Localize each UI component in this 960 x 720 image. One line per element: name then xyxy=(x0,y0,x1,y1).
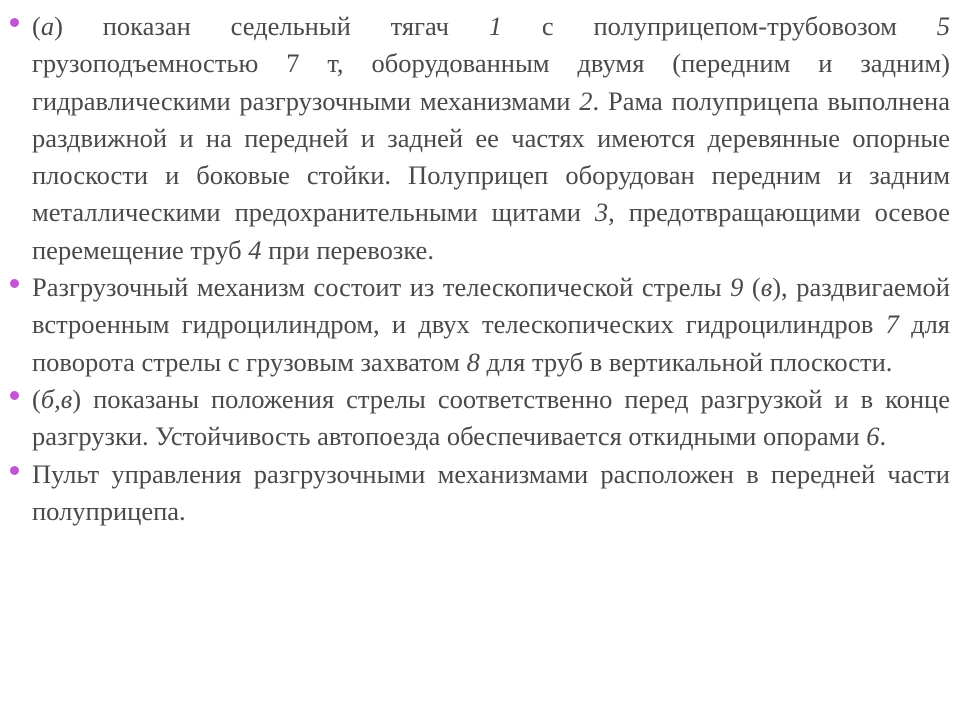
bullet-item-3 xyxy=(10,381,950,456)
text-segment: . xyxy=(879,421,887,452)
text-segment: Разгрузочный механизм состоит из телескопической стрелы xyxy=(32,272,731,303)
text-segment: ( xyxy=(32,383,41,414)
text-segment: 6 xyxy=(866,421,880,452)
text-segment: ), раздвигаемой встроенным гидроцилиндром, и двух телескопических гидроцилиндров xyxy=(32,272,950,340)
bullet-item-2 xyxy=(10,269,950,381)
text-segment: 3 xyxy=(594,197,609,228)
bullet-text-1 xyxy=(32,8,950,269)
text-segment: 5 xyxy=(936,11,950,41)
text-segment: 9 xyxy=(730,272,744,303)
text-segment: 4 xyxy=(248,234,262,265)
text-segment: при перевозке. xyxy=(261,234,434,265)
text-segment: , предотвращающими осевое перемещение труб xyxy=(32,197,951,265)
text-segment: ( xyxy=(32,11,41,41)
text-segment: 8 xyxy=(466,346,480,377)
text-segment: в xyxy=(760,272,773,303)
text-segment: с полуприцепом-трубовозом xyxy=(502,11,937,41)
bullet-text-3 xyxy=(32,381,950,456)
bullet-list xyxy=(10,8,950,530)
text-segment: ) показан седельный тягач xyxy=(54,11,489,41)
bullet-item-1 xyxy=(10,8,950,269)
bullet-dot-icon xyxy=(10,18,19,27)
bullet-dot-icon xyxy=(10,279,19,288)
bullet-dot-icon xyxy=(10,391,19,400)
text-segment: Пульт управления разгрузочными механизмами расположен в передней части полуприцепа. xyxy=(32,458,950,526)
bullet-dot-icon xyxy=(10,466,19,475)
bullet-item-4 xyxy=(10,456,950,531)
text-segment: а xyxy=(40,11,55,41)
text-segment: б,в xyxy=(40,383,73,414)
text-segment: . Рама полуприцепа выполнена раздвижной и на передней и задней ее частях имеются деревянные опорные плоскости и боковые стойки. Полуприцеп оборудован передним и задним металлическими предохранительными щитами xyxy=(32,85,950,228)
text-segment: 7 xyxy=(885,309,899,340)
text-segment: для поворота стрелы с грузовым захватом xyxy=(32,309,950,377)
text-segment: ( xyxy=(743,272,761,303)
text-segment: ) показаны положения стрелы соответственно перед разгрузкой и в конце разгрузки. Устойчивость автопоезда обеспечивается откидными опорами xyxy=(32,383,950,452)
text-segment: 2 xyxy=(579,85,593,116)
text-segment: 1 xyxy=(488,11,503,41)
bullet-text-4 xyxy=(32,456,950,531)
text-segment: грузоподъемностью 7 т, оборудованным двумя (передним и задним) гидравлическими разгрузочными механизмами xyxy=(32,48,950,116)
bullet-text-2 xyxy=(32,269,950,381)
text-segment: для труб в вертикальной плоскости. xyxy=(479,346,893,377)
